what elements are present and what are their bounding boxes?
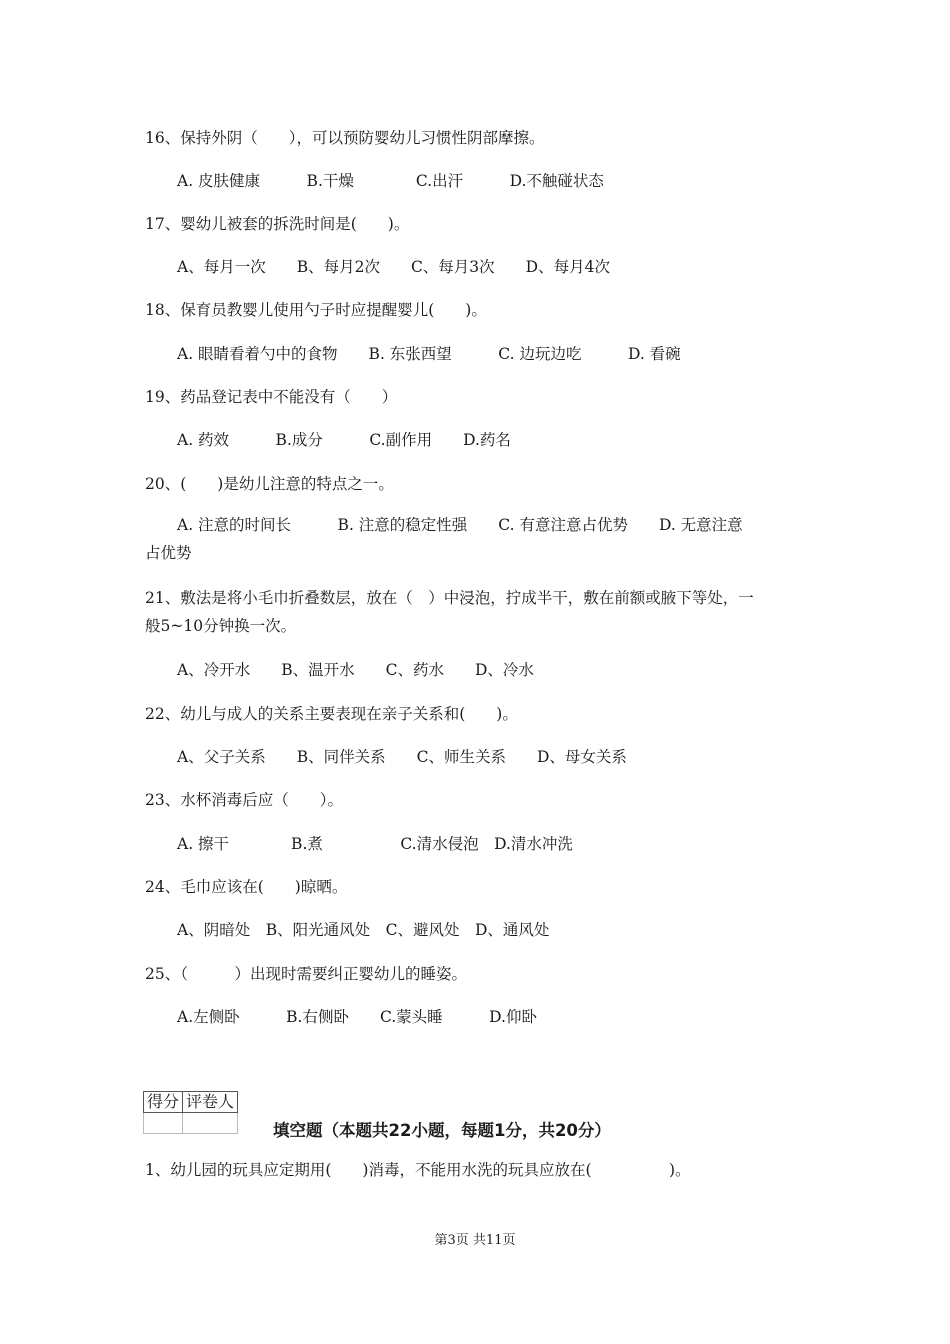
question-16-options: A. 皮肤健康 B.干燥 C.出汗 D.不触碰状态: [177, 172, 604, 190]
question-23-stem: 23、水杯消毒后应（ ）。: [145, 791, 343, 809]
question-21-stem-line1: 21、敷法是将小毛巾折叠数层，放在（ ）中浸泡，拧成半干，敷在前额或腋下等处，一: [145, 589, 754, 607]
fill-question-1: 1、幼儿园的玩具应定期用( )消毒，不能用水洗的玩具应放在( )。: [145, 1161, 691, 1179]
question-18-stem: 18、保育员教婴儿使用勺子时应提醒婴儿( )。: [145, 301, 487, 319]
question-22-options: A、父子关系 B、同伴关系 C、师生关系 D、母女关系: [177, 748, 627, 766]
question-17-stem: 17、婴幼儿被套的拆洗时间是( )。: [145, 215, 410, 233]
question-19-stem: 19、药品登记表中不能没有（ ）: [145, 388, 398, 406]
question-20-stem: 20、( )是幼儿注意的特点之一。: [145, 475, 394, 493]
question-24-options: A、阴暗处 B、阳光通风处 C、避风处 D、通风处: [177, 921, 550, 939]
grader-cell[interactable]: [183, 1113, 238, 1134]
question-17-options: A、每月一次 B、每月2次 C、每月3次 D、每月4次: [177, 258, 610, 276]
question-19-options: A. 药效 B.成分 C.副作用 D.药名: [177, 431, 511, 449]
question-18-options: A. 眼睛看着勺中的食物 B. 东张西望 C. 边玩边吃 D. 看碗: [177, 345, 681, 363]
score-cell[interactable]: [144, 1113, 183, 1134]
question-21-stem-line2: 般5~10分钟换一次。: [145, 617, 297, 635]
question-25-options: A.左侧卧 B.右侧卧 C.蒙头睡 D.仰卧: [177, 1008, 537, 1026]
question-16-stem: 16、保持外阴（ ），可以预防婴幼儿习惯性阴部摩擦。: [145, 129, 545, 147]
question-25-stem: 25、（ ）出现时需要纠正婴幼儿的睡姿。: [145, 965, 467, 983]
question-20-options-line1: A. 注意的时间长 B. 注意的稳定性强 C. 有意注意占优势 D. 无意注意: [177, 516, 743, 534]
question-24-stem: 24、毛巾应该在( )晾晒。: [145, 878, 348, 896]
question-22-stem: 22、幼儿与成人的关系主要表现在亲子关系和( )。: [145, 705, 518, 723]
grader-header: 评卷人: [183, 1092, 238, 1113]
question-21-options: A、冷开水 B、温开水 C、药水 D、冷水: [177, 661, 534, 679]
question-21-stem: [145, 584, 810, 640]
question-20-options: [145, 511, 810, 567]
question-20-options-line2: 占优势: [145, 544, 192, 562]
score-header: 得分: [144, 1092, 183, 1113]
page-footer: 第3页 共11页: [434, 1233, 516, 1248]
score-table: [143, 1091, 238, 1134]
question-23-options: A. 擦干 B.煮 C.清水侵泡 D.清水冲洗: [177, 835, 573, 853]
section-title: 填空题（本题共22小题，每题1分，共20分）: [273, 1121, 611, 1140]
